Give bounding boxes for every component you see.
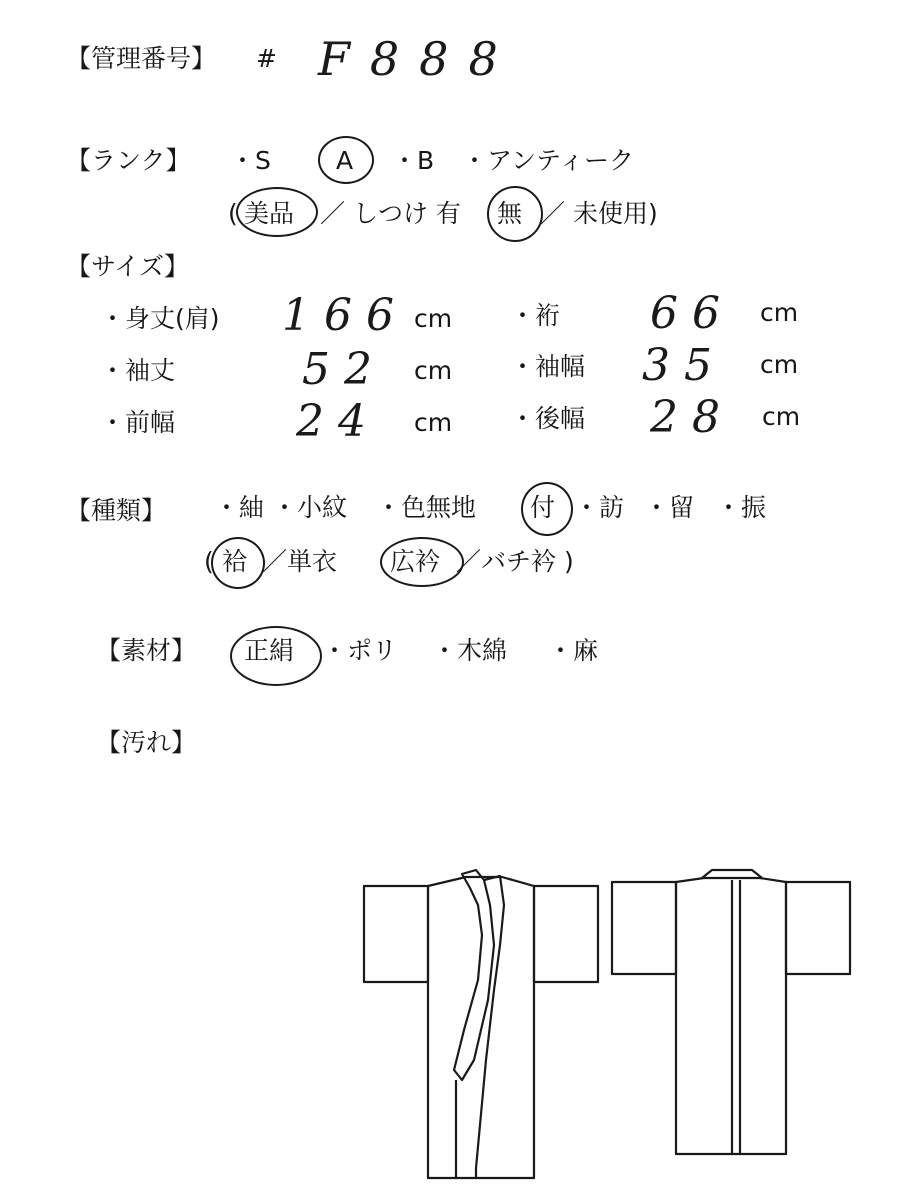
type-option-tsuke: 付 — [530, 493, 556, 522]
size-label-yuki: ・裄 — [510, 301, 561, 330]
type-option-awase: 袷 — [222, 547, 248, 576]
size-label-maehaba: ・前幅 — [100, 408, 176, 437]
stains-label: 【汚れ】 — [96, 728, 197, 757]
kimono-back-drawing — [612, 870, 850, 1154]
type-line2-paren: ( — [204, 547, 214, 576]
size-unit-sodetake: cm — [414, 356, 453, 385]
size-label-mitake: ・身丈(肩) — [100, 304, 220, 333]
material-option-cotton: ・木綿 — [432, 636, 508, 665]
type-option-tsumugi: ・紬 — [214, 493, 265, 522]
material-label: 【素材】 — [96, 636, 197, 665]
management-hash: # — [256, 44, 277, 73]
type-option-tomesode: ・留 — [644, 493, 695, 522]
type-option-houmongi: ・訪 — [574, 493, 625, 522]
management-label: 【管理番号】 — [66, 44, 217, 73]
size-unit-yuki: cm — [760, 298, 799, 327]
size-value-yuki: 66 — [650, 288, 734, 339]
size-value-sodetake: 52 — [302, 344, 386, 395]
material-option-poly: ・ポリ — [322, 636, 398, 665]
type-label: 【種類】 — [66, 496, 167, 525]
size-label-sodetake: ・袖丈 — [100, 356, 176, 385]
rank-label: 【ランク】 — [66, 146, 191, 175]
size-unit-sodehaba: cm — [760, 350, 799, 379]
type-option-iromuji: ・色無地 — [376, 493, 477, 522]
material-option-hemp: ・麻 — [548, 636, 599, 665]
rank-condition-unused: ／ 未使用) — [540, 199, 658, 228]
size-value-sodehaba: 35 — [642, 340, 726, 391]
rank-condition-paren: ( — [228, 199, 238, 228]
size-label-ushirohaba: ・後幅 — [510, 404, 586, 433]
size-unit-maehaba: cm — [414, 408, 453, 437]
type-option-furisode: ・振 — [716, 493, 767, 522]
rank-option-b: ・B — [392, 146, 435, 175]
rank-condition-none: 無 — [497, 199, 523, 228]
size-value-mitake: 166 — [282, 290, 408, 341]
size-unit-ushirohaba: cm — [762, 402, 801, 431]
type-option-hitoe: ／単衣 — [262, 547, 338, 576]
size-label: 【サイズ】 — [66, 252, 190, 281]
rank-condition-beautiful: 美品 — [244, 199, 295, 228]
size-value-ushirohaba: 28 — [650, 392, 734, 443]
rank-option-antique: ・アンティーク — [462, 146, 635, 175]
type-option-komon: ・小紋 — [272, 493, 348, 522]
type-option-hiroeri: 広衿 — [390, 547, 441, 576]
management-number: F888 — [318, 32, 518, 86]
material-option-silk: 正絹 — [244, 636, 295, 665]
size-unit-mitake: cm — [414, 304, 453, 333]
rank-option-s: ・S — [230, 146, 271, 175]
size-label-sodehaba: ・袖幅 — [510, 352, 586, 381]
rank-option-a: A — [336, 146, 354, 175]
rank-condition-shitsuke: ／ しつけ 有 — [320, 199, 461, 228]
kimono-front-drawing — [364, 870, 598, 1178]
type-option-bachieri: ／バチ衿 ) — [456, 547, 574, 576]
size-value-maehaba: 24 — [296, 396, 380, 447]
